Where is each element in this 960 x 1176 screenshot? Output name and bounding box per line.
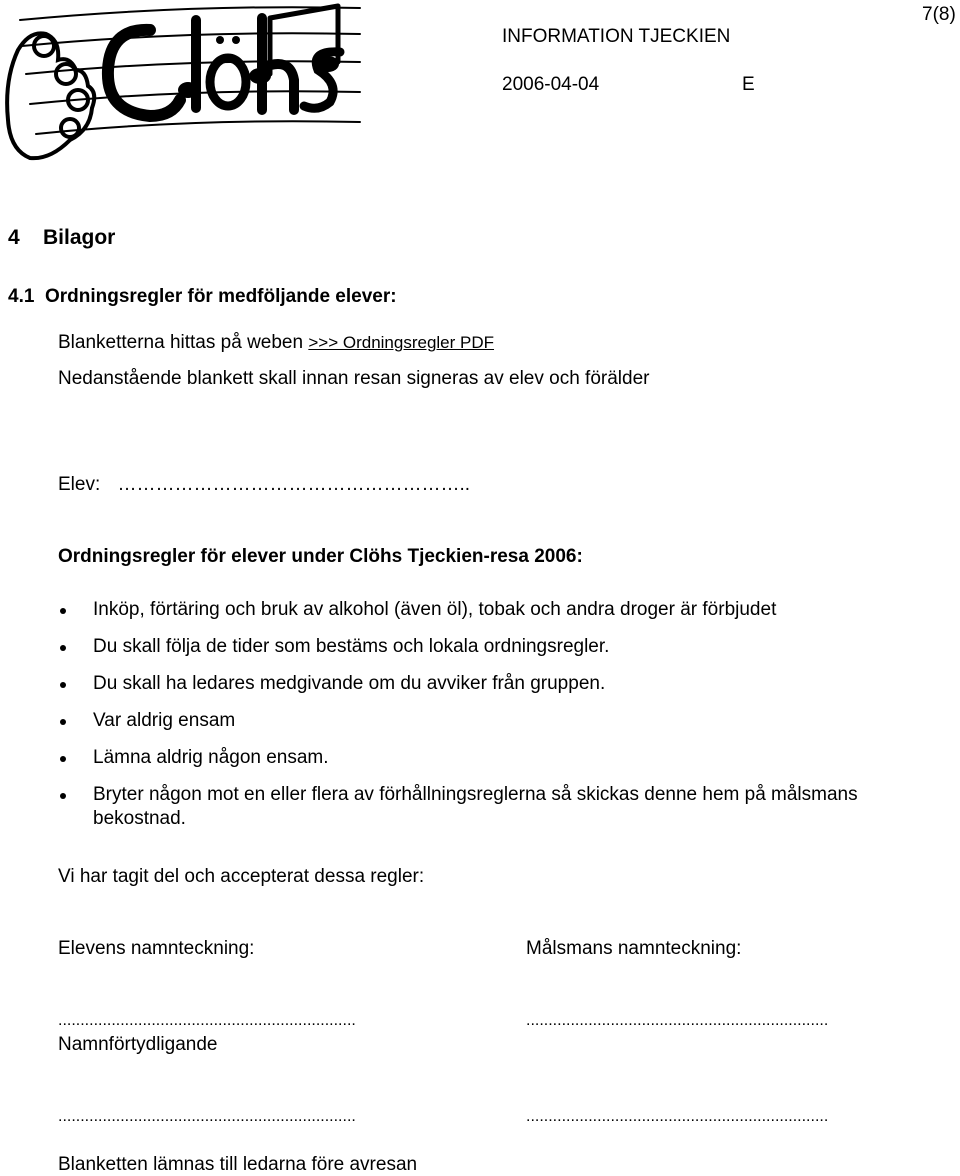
guardian-clarification-line[interactable]: .................................................................... <box>526 1108 829 1125</box>
rule-item <box>58 709 948 733</box>
student-signature-label: Elevens namnteckning: <box>58 938 255 959</box>
rule-item <box>58 598 948 622</box>
guardian-signature-label: Målsmans namnteckning: <box>526 938 742 959</box>
student-label: Elev: <box>58 474 101 495</box>
bullet-icon <box>60 756 66 762</box>
rule-item <box>58 746 948 770</box>
bullet-icon <box>60 793 66 799</box>
intro-line-2: Nedanstående blankett skall innan resan signeras av elev och förälder <box>58 368 650 389</box>
rule-item <box>58 635 948 659</box>
intro-line-1 <box>58 332 494 354</box>
bullet-icon <box>60 608 66 614</box>
rule-item <box>58 672 948 696</box>
student-signature-line[interactable]: ................................................................... <box>58 1012 356 1029</box>
acceptance-statement: Vi har tagit del och accepterat dessa regler: <box>58 866 425 887</box>
rule-text: Var aldrig ensam <box>93 710 236 731</box>
rule-text: Du skall följa de tider som bestäms och lokala ordningsregler. <box>93 636 610 657</box>
document-revision: E <box>742 74 755 95</box>
intro-text: Blanketterna hittas på weben <box>58 332 309 353</box>
student-field[interactable] <box>58 474 470 496</box>
footer-note: Blanketten lämnas till ledarna före avresan <box>58 1154 418 1175</box>
bullet-icon <box>60 682 66 688</box>
bullet-icon <box>60 645 66 651</box>
student-clarification-line[interactable]: ................................................................... <box>58 1108 356 1125</box>
document-title: INFORMATION TJECKIEN <box>502 26 731 47</box>
document-date: 2006-04-04 <box>502 74 600 95</box>
clohs-music-logo-icon <box>0 0 370 168</box>
student-dotted-line: ……………………………………………….. <box>117 474 471 495</box>
subsection-heading: 4.1 Ordningsregler för medföljande elever: <box>8 286 397 307</box>
bullet-icon <box>60 719 66 725</box>
page-number: 7(8) <box>922 4 956 25</box>
section-heading: 4 Bilagor <box>8 226 116 249</box>
rule-text: Du skall ha ledares medgivande om du avviker från gruppen. <box>93 673 606 694</box>
ordningsregler-pdf-link[interactable]: >>> Ordningsregler PDF <box>308 333 495 352</box>
rules-list <box>58 598 948 831</box>
rules-title: Ordningsregler för elever under Clöhs Tjeckien-resa 2006: <box>58 546 583 567</box>
guardian-signature-line[interactable]: .................................................................... <box>526 1012 829 1029</box>
rule-item <box>58 783 948 831</box>
rule-text: Lämna aldrig någon ensam. <box>93 747 329 768</box>
rule-text: Bryter någon mot en eller flera av förhållningsreglerna så skickas denne hem på målsmans bekostnad. <box>93 784 858 829</box>
rule-text: Inköp, förtäring och bruk av alkohol (även öl), tobak och andra droger är förbjudet <box>93 599 777 620</box>
name-clarification-label: Namnförtydligande <box>58 1034 218 1055</box>
